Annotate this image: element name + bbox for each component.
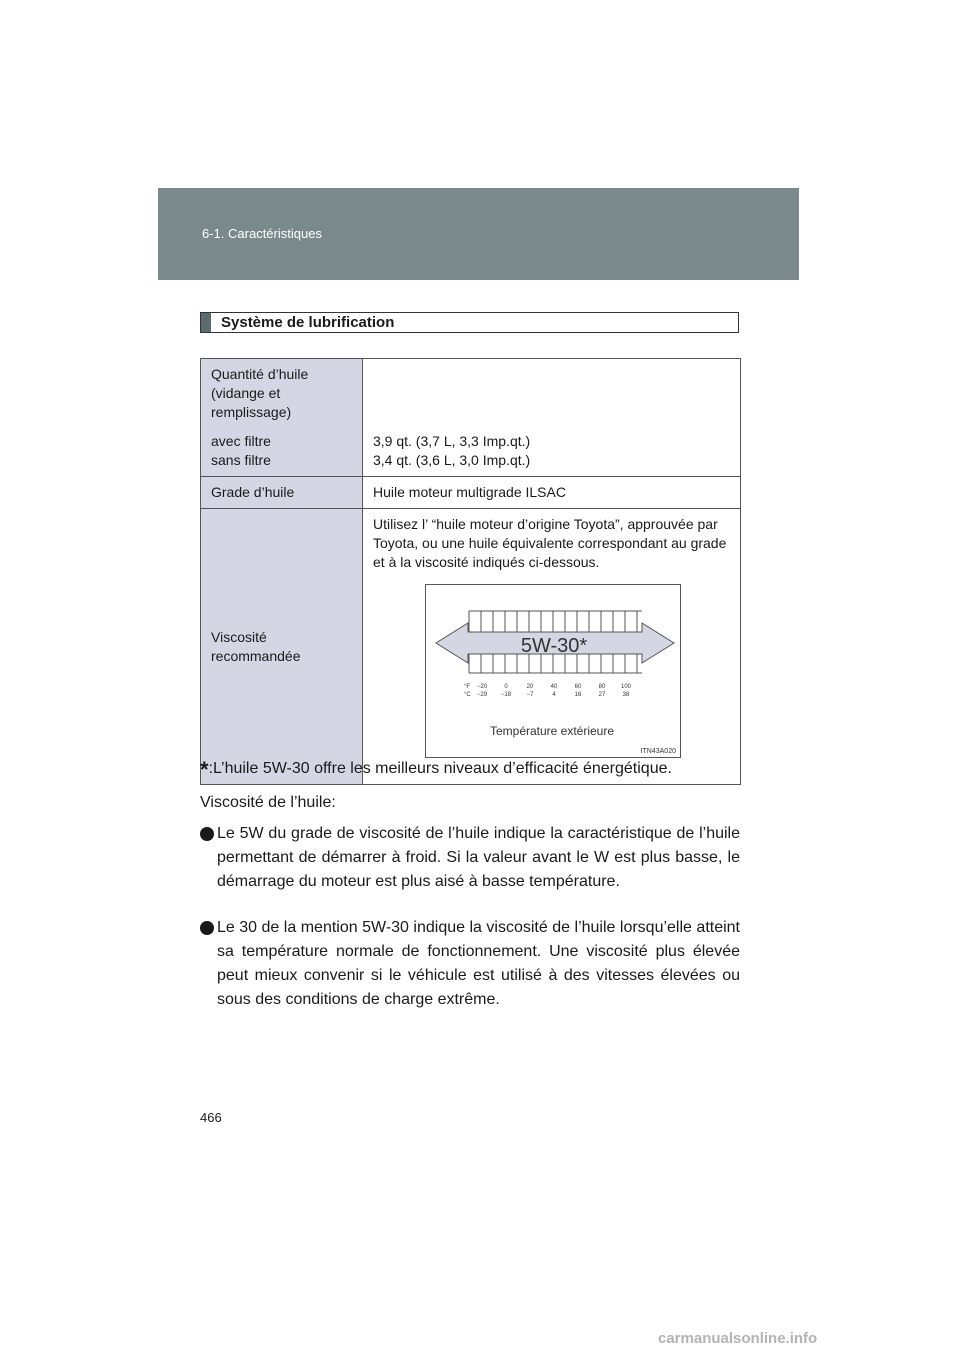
table-row-oil-quantity: [201, 359, 741, 477]
oil-quantity-label-cell: [201, 359, 363, 477]
f-tick: 0: [504, 684, 508, 690]
with-filter-value: 3,9 qt. (3,7 L, 3,3 Imp.qt.): [373, 433, 531, 449]
bullet-icon: [200, 921, 214, 935]
viscosity-grade-label: 5W-30*: [520, 635, 588, 657]
f-tick: −20: [476, 684, 488, 690]
section-title-box: [200, 312, 739, 333]
f-tick: 80: [598, 684, 606, 690]
section-title-bar: [201, 313, 211, 332]
spec-table: [200, 358, 741, 785]
without-filter-value: 3,4 qt. (3,6 L, 3,0 Imp.qt.): [373, 452, 531, 468]
viscosity-diagram: [425, 584, 681, 758]
list-item: [200, 822, 740, 894]
viscosity-value-cell: [363, 509, 741, 785]
bullet-icon: [200, 827, 214, 841]
table-row-viscosity: [201, 509, 741, 785]
with-filter-label: avec filtre: [211, 433, 271, 449]
header-band: [158, 188, 799, 280]
c-tick: −18: [500, 692, 512, 698]
viscosity-heading: Viscosité de l’huile:: [200, 794, 336, 811]
viscosity-instructions: Utilisez l’ “huile moteur d’origine Toyota”, approuvée par Toyota, ou une huile équivalente correspondant au grade et à la viscosité indiqués ci-dessous.: [373, 516, 727, 570]
viscosity-label-text: Viscosité recommandée: [211, 628, 301, 664]
f-tick: 20: [526, 684, 534, 690]
f-tick: 100: [620, 684, 632, 690]
c-tick: 16: [574, 692, 582, 698]
c-tick: 4: [552, 692, 556, 698]
bullet-text: Le 5W du grade de viscosité de l’huile indique la caractéristique de l’huile permettant de démarrer à froid. Si la valeur avant le W est plus basse, le démarrage du moteur est plus aisé à basse température.: [217, 825, 740, 890]
section-label: 6-1. Caractéristiques: [202, 226, 322, 241]
f-tick: 60: [574, 684, 582, 690]
c-tick: −7: [526, 692, 534, 698]
oil-grade-label: Grade d’huile: [201, 477, 363, 509]
table-row-oil-grade: [201, 477, 741, 509]
oil-quantity-label: Quantité d’huile (vidange et remplissage): [211, 366, 309, 420]
f-tick: 40: [550, 684, 558, 690]
c-tick: 27: [598, 692, 606, 698]
diagram-code: ITN43A020: [640, 748, 676, 755]
viscosity-chart-svg: [426, 585, 682, 759]
oil-quantity-value-cell: [363, 359, 741, 477]
page-number: 466: [200, 1110, 222, 1125]
list-item: [200, 916, 740, 1012]
watermark[interactable]: carmanualsonline.info: [658, 1330, 818, 1347]
viscosity-label: [201, 509, 363, 785]
c-tick: 38: [622, 692, 630, 698]
grid-top: [469, 611, 642, 633]
bullet-text: Le 30 de la mention 5W-30 indique la viscosité de l’huile lorsqu’elle atteint sa température normale de fonctionnement. Une viscosité plus élevée peut mieux convenir si le véhicule est utilisé à des vitesses élevées ou sous des conditions de charge extrême.: [217, 919, 740, 1008]
without-filter-label: sans filtre: [211, 452, 271, 468]
footnote-text: :L’huile 5W-30 offre les meilleurs niveaux d’efficacité énergétique.: [208, 760, 672, 777]
footnote-star: *: [200, 757, 209, 782]
celsius-unit: °C: [464, 692, 471, 698]
fahrenheit-unit: °F: [464, 684, 471, 690]
diagram-caption: Température extérieure: [489, 724, 615, 738]
section-title: Système de lubrification: [221, 314, 395, 331]
footnote: [200, 757, 672, 783]
oil-grade-value: Huile moteur multigrade ILSAC: [363, 477, 741, 509]
c-tick: −29: [476, 692, 488, 698]
